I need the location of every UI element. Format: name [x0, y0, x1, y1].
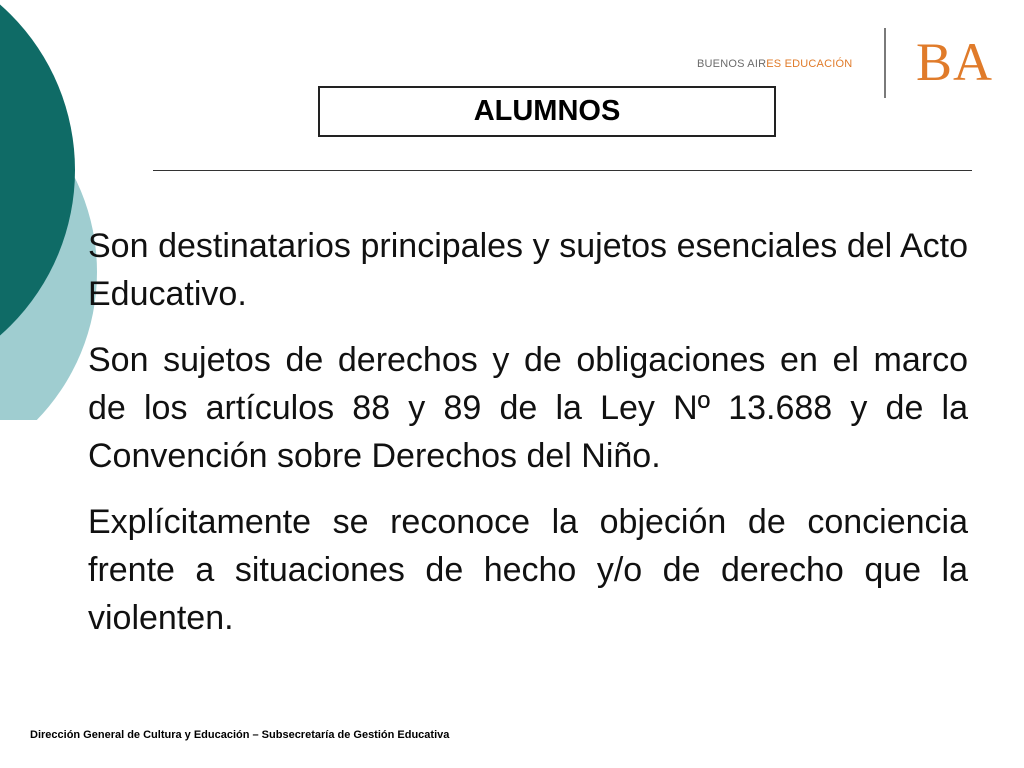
title-divider — [153, 170, 972, 171]
brand-wordmark-part1: BUENOS AIR — [697, 58, 767, 70]
body-paragraph-3: Explícitamente se reconoce la objeción de conciencia frente a situaciones de hecho y/o de derecho que la violenten. — [88, 503, 968, 637]
slide-footer: Dirección General de Cultura y Educación – Subsecretaría de Gestión Educativa — [30, 729, 450, 741]
body-paragraph-1: Son destinatarios principales y sujetos esenciales del Acto Educativo. — [88, 227, 968, 313]
slide-title: ALUMNOS — [318, 86, 776, 137]
ba-logo-mark: BA — [916, 32, 994, 92]
logo-divider — [884, 28, 886, 98]
brand-wordmark — [697, 58, 852, 70]
slide-body — [88, 222, 968, 660]
body-paragraph-2: Son sujetos de derechos y de obligaciones en el marco de los artículos 88 y 89 de la Ley Nº 13.688 y de la Convención sobre Derechos del Niño. — [88, 341, 968, 475]
brand-wordmark-part2: ES EDUCACIÓN — [766, 58, 853, 70]
